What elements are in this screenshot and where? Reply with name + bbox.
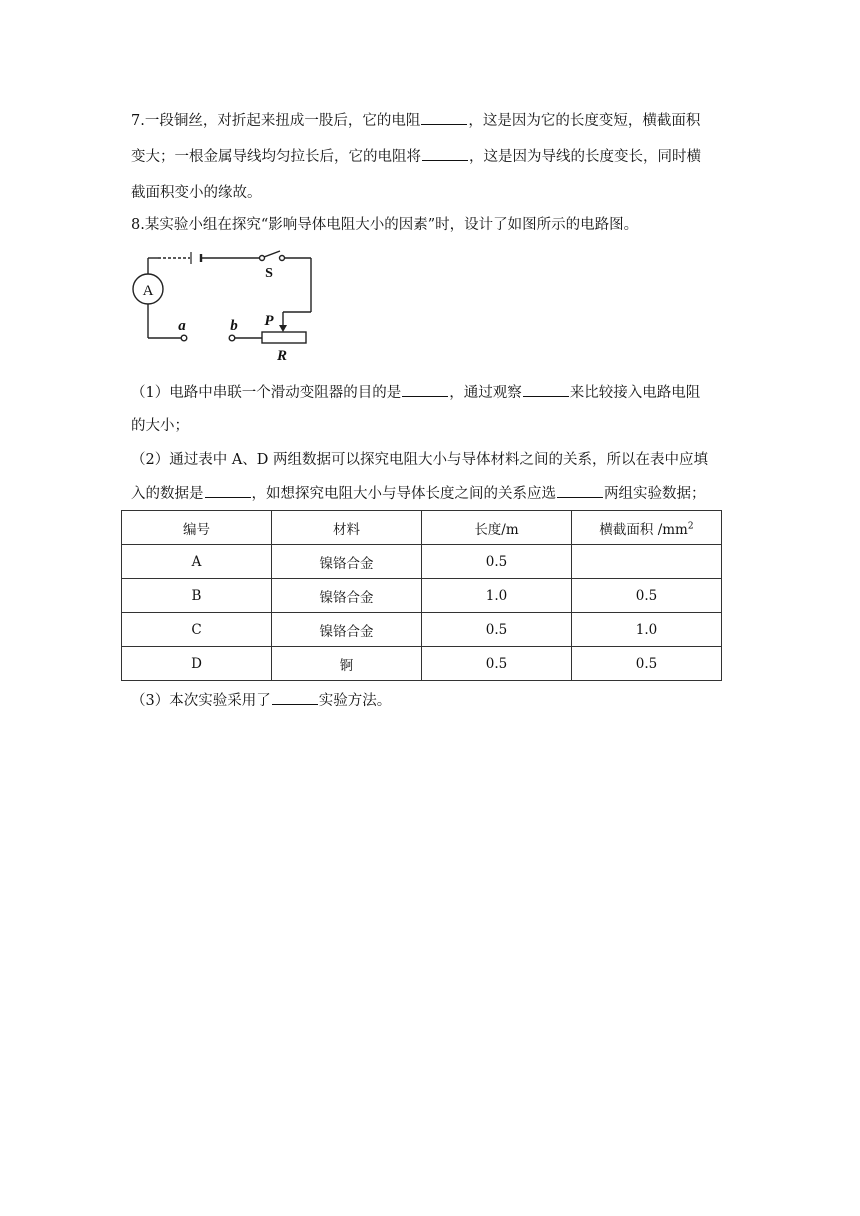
table-row [122, 545, 722, 579]
table-cell: C [122, 613, 272, 647]
ammeter-label: A [142, 283, 154, 299]
slider-label: P [264, 313, 274, 329]
q8-text: 两组实验数据； [604, 486, 706, 502]
table-row [122, 579, 722, 613]
header-length: 长度/m [422, 511, 572, 545]
q8-intro: 8.某实验小组在探究“影响导体电阻大小的因素”时，设计了如图所示的电路图。 [131, 217, 639, 233]
q8-text: ，如想探究电阻大小与导体长度之间的关系应选 [251, 486, 556, 502]
terminal-b-contact [229, 335, 235, 341]
table-row [122, 613, 722, 647]
terminal-a-contact [181, 335, 187, 341]
q7-line-3: 截面积变小的缘故。 [131, 185, 262, 201]
switch-contact [260, 256, 265, 261]
q8-part2-line-1: （2）通过表中 A、D 两组数据可以探究电阻大小与导体材料之间的关系，所以在表中应填 [131, 452, 709, 468]
table-cell: B [122, 579, 272, 613]
q8-text: 来比较接入电路电阻 [569, 385, 701, 401]
table-header-row [122, 511, 722, 545]
table-cell: D [122, 647, 272, 681]
q8-text: 实验方法。 [318, 693, 392, 709]
answer-blank [402, 382, 448, 397]
header-material: 材料 [272, 511, 422, 545]
table-cell: 1.0 [572, 613, 722, 647]
q7-text: 变大；一根金属导线均匀拉长后，它的电阻将 [131, 149, 421, 165]
q8-part1-line-2: 的大小； [131, 418, 189, 434]
q8-text: ，通过观察 [449, 385, 522, 401]
q8-part1-line-1 [131, 376, 731, 410]
answer-blank [557, 483, 603, 498]
header-area [572, 511, 722, 545]
terminal-a-label: a [178, 318, 186, 334]
resistor-label: R [276, 348, 288, 362]
q8-text: 入的数据是 [131, 486, 204, 502]
table-cell: 0.5 [422, 647, 572, 681]
table-cell: 0.5 [422, 613, 572, 647]
table-cell: 镍铬合金 [272, 613, 422, 647]
table-cell: A [122, 545, 272, 579]
table-row [122, 647, 722, 681]
table-cell-empty [572, 545, 722, 579]
circuit-diagram [128, 250, 328, 362]
switch-contact [280, 256, 285, 261]
answer-blank [422, 146, 468, 161]
table-cell: 1.0 [422, 579, 572, 613]
table-cell: 镍铬合金 [272, 579, 422, 613]
header-area-exponent: 2 [687, 521, 694, 531]
answer-blank [272, 690, 318, 705]
terminal-b-label: b [230, 318, 238, 334]
q7-text: ，这是因为导线的长度变长，同时横 [469, 149, 701, 165]
answer-blank [523, 382, 569, 397]
data-table [121, 510, 722, 681]
slider-arrow [279, 325, 287, 332]
table-cell: 0.5 [422, 545, 572, 579]
rheostat-resistor [262, 332, 306, 343]
answer-blank [421, 110, 467, 125]
q8-text: （1）电路中串联一个滑动变阻器的目的是 [131, 385, 402, 401]
q7-text: 7.一段铜丝，对折起来扭成一股后，它的电阻 [131, 113, 421, 129]
header-id: 编号 [122, 511, 272, 545]
table-cell: 0.5 [572, 579, 722, 613]
q8-part2-line-2 [131, 477, 731, 511]
q7-line-2 [131, 140, 731, 174]
switch-label: S [265, 266, 273, 281]
switch-lever [264, 251, 280, 257]
q8-part3 [131, 684, 731, 718]
header-area-text: 横截面积 /mm [599, 521, 688, 538]
q7-text: ，这是因为它的长度变短，横截面积 [468, 113, 701, 129]
q7-line-1 [131, 104, 731, 138]
answer-blank [205, 483, 251, 498]
table-cell: 锕 [272, 647, 422, 681]
table-cell: 0.5 [572, 647, 722, 681]
q8-text: （3）本次实验采用了 [131, 693, 271, 709]
table-cell: 镍铬合金 [272, 545, 422, 579]
